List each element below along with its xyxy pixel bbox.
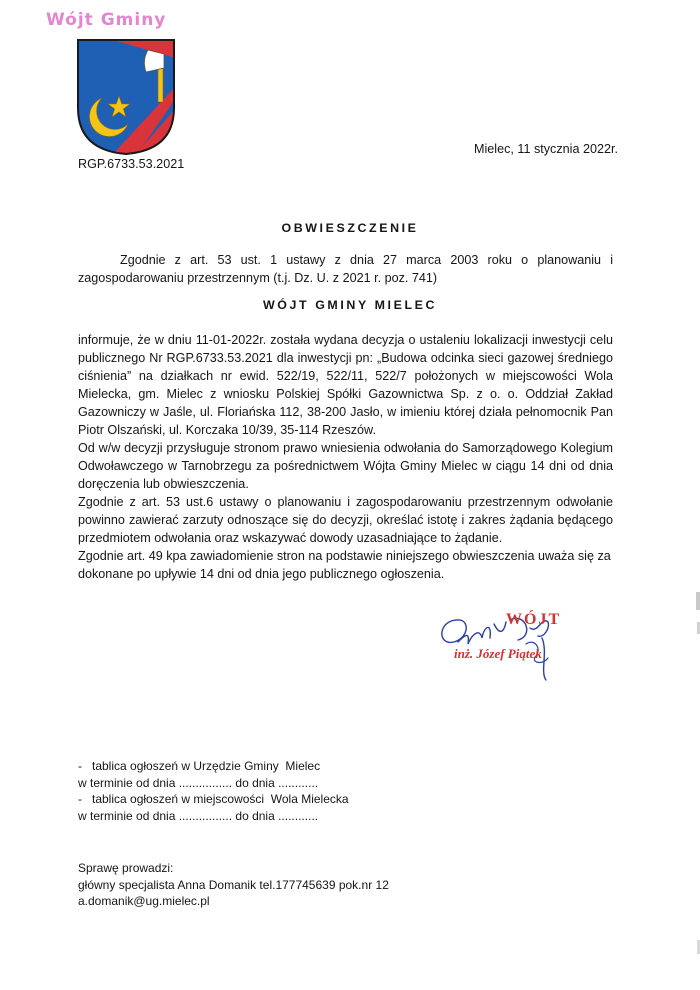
document-title: OBWIESZCZENIE (281, 221, 419, 235)
notice-line: - tablica ogłoszeń w Urzędzie Gminy Mielec (78, 759, 321, 773)
notice-line: w terminie od dnia ................ do dnia ............ (78, 808, 319, 823)
notice-board-list (78, 758, 349, 824)
signature-stamp-title: WÓJT (506, 611, 562, 628)
contact-block (78, 860, 389, 910)
reference-number: RGP.6733.53.2021 (78, 157, 185, 171)
decision-paragraph: informuje, że w dniu 11-01-2022r. została wydana decyzja o ustaleniu lokalizacji inwestycji celu publicznego Nr RGP.6733.53.2021 dla inwestycji pn: „Budowa odcinka sieci gazowej średniego ciśnienia” na działkach nr ewid. 522/19, 522/11, 522/7 położonych w miejscowości Wola Mielecka, gm. Mielec z wniosku Polskiej Spółki Gazownictwa Sp. z o. o. Oddział Zakład Gazowniczy w Jaśle, ul. Floriańska 112, 38-200 Jasło, w imieniu której działa pełnomocnik Pan Piotr Olszański, ul. Korczaka 10/39, 35-114 Rzeszów. (78, 333, 613, 437)
coat-of-arms-logo (76, 38, 176, 156)
scan-edge-mark (696, 592, 700, 610)
document-date: Mielec, 11 stycznia 2022r. (474, 142, 618, 156)
appeal-paragraph: Od w/w decyzji przysługuje stronom prawo wniesienia odwołania do Samorządowego Kolegium Odwoławczego w Tarnobrzegu za pośrednictwem Wójta Gminy Mielec w ciągu 14 dni od dnia doręczenia lub obwieszczenia. (78, 441, 613, 491)
contact-person: główny specjalista Anna Domanik tel.177745639 pok.nr 12 (78, 877, 389, 892)
notice-line: w terminie od dnia ................ do dnia ............ (78, 775, 319, 790)
notice-line: - tablica ogłoszeń w miejscowości Wola Mielecka (78, 792, 349, 806)
contact-email: a.domanik@ug.mielec.pl (78, 894, 210, 908)
issuing-authority: WÓJT GMINY MIELEC (262, 298, 438, 312)
legal-basis-intro: Zgodnie z art. 53 ust. 1 ustawy z dnia 27 marca 2003 roku o planowaniu i zagospodarowaniu przestrzennym (t.j. Dz. U. z 2021 r. poz. 741) (78, 253, 613, 285)
appeal-content-paragraph: Zgodnie z art. 53 ust.6 ustawy o planowaniu i zagospodarowaniu przestrzennym odwołanie powinno zawierać zarzuty odnoszące się do decyzji, określać istotę i zakres żądania będącego przedmiotem odwołania oraz wskazywać dowody uzasadniające to żądanie. (78, 495, 613, 545)
signature-stamp-name: inż. Józef Piątek (454, 646, 542, 661)
contact-heading: Sprawę prowadzi: (78, 861, 174, 875)
delivery-paragraph: Zgodnie art. 49 kpa zawiadomienie stron na podstawie niniejszego obwieszczenia uważa się za dokonane po upływie 14 dni od dnia jego publicznego ogłoszenia. (78, 549, 611, 581)
notice-body (78, 331, 613, 583)
header-stamp-text: Wójt Gminy (46, 10, 167, 30)
